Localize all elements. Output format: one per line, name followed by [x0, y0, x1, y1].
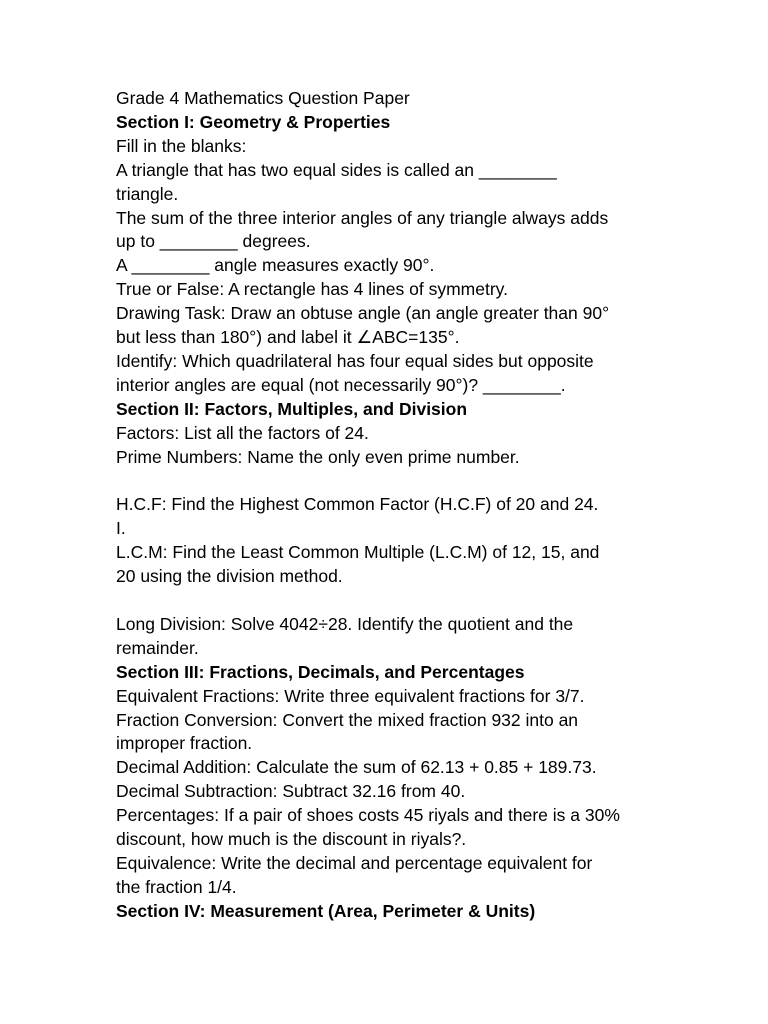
text-line: improper fraction.	[116, 733, 253, 754]
blank-line	[116, 589, 676, 613]
document-title: Grade 4 Mathematics Question Paper	[116, 88, 410, 108]
text-line: A ________ angle measures exactly 90°.	[116, 255, 435, 276]
text-line: H.C.F: Find the Highest Common Factor (H.C.F) of 20 and 24.	[116, 494, 599, 515]
text-line: Drawing Task: Draw an obtuse angle (an angle greater than 90°	[116, 303, 610, 324]
text-line: Identify: Which quadrilateral has four equal sides but opposite	[116, 350, 594, 371]
text-line: but less than 180°) and label it ∠ABC=135°.	[116, 327, 460, 348]
document-page	[116, 87, 676, 924]
text-line: Factors: List all the factors of 24.	[116, 422, 369, 443]
text-line: Decimal Addition: Calculate the sum of 62.13 + 0.85 + 189.73.	[116, 757, 597, 778]
text-line: discount, how much is the discount in riyals?.	[116, 829, 467, 850]
section-heading-measurement: Section IV: Measurement (Area, Perimeter & Units)	[116, 900, 536, 921]
text-line: remainder.	[116, 637, 199, 658]
text-line: Fraction Conversion: Convert the mixed fraction 932 into an	[116, 709, 579, 730]
text-line: up to ________ degrees.	[116, 231, 311, 252]
text-line: I.	[116, 518, 126, 539]
text-line: Prime Numbers: Name the only even prime number.	[116, 446, 520, 467]
text-line: L.C.M: Find the Least Common Multiple (L.C.M) of 12, 15, and	[116, 542, 600, 563]
text-line: Equivalent Fractions: Write three equivalent fractions for 3/7.	[116, 685, 585, 706]
text-line: interior angles are equal (not necessarily 90°)? ________.	[116, 374, 566, 395]
text-line: A triangle that has two equal sides is called an ________	[116, 159, 557, 180]
text-line: triangle.	[116, 183, 179, 204]
text-line: the fraction 1/4.	[116, 876, 237, 897]
text-line: Percentages: If a pair of shoes costs 45 riyals and there is a 30%	[116, 805, 620, 826]
text-line: True or False: A rectangle has 4 lines of symmetry.	[116, 279, 508, 300]
section-heading-factors: Section II: Factors, Multiples, and Division	[116, 398, 468, 419]
section-heading-geometry: Section I: Geometry & Properties	[116, 111, 391, 132]
section-heading-fractions: Section III: Fractions, Decimals, and Percentages	[116, 661, 525, 682]
text-line: Decimal Subtraction: Subtract 32.16 from 40.	[116, 781, 466, 802]
blank-line	[116, 470, 676, 494]
text-line: 20 using the division method.	[116, 566, 343, 587]
text-line: Equivalence: Write the decimal and percentage equivalent for	[116, 852, 593, 873]
text-line: The sum of the three interior angles of any triangle always adds	[116, 207, 609, 228]
text-line: Long Division: Solve 4042÷28. Identify the quotient and the	[116, 613, 574, 634]
text-line: Fill in the blanks:	[116, 135, 247, 156]
